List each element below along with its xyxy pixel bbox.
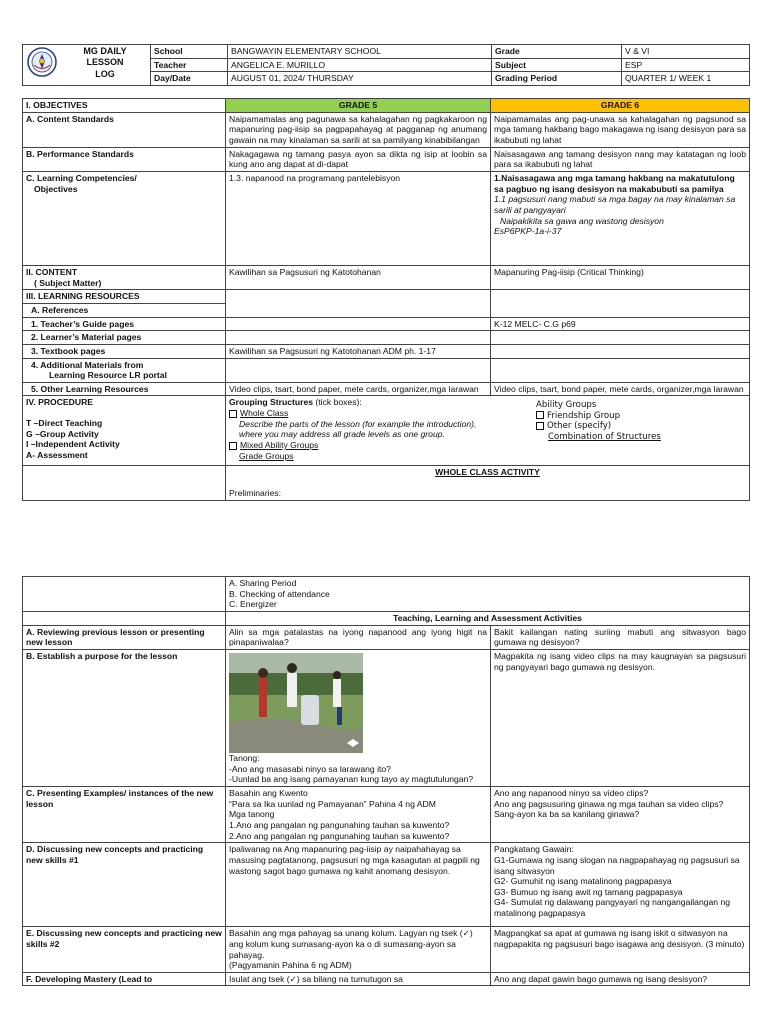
friendship-label: Friendship Group [547,410,621,421]
step-c-g5-line4: 1.Ano ang pangalan ng pangunahing tauhan sa kuwento? [229,819,450,830]
additional-materials-g5 [226,358,491,382]
legend-i: I –Independent Activity [26,439,120,450]
lm-pages-label: 2. Learner’s Material pages [23,331,226,345]
competency-g6-sub: 1.1 pagsusuri nang mabuti sa mga bagay na may kinalaman sa sarili at pangyayari [494,194,736,215]
step-d-g6-line2: G1-Gumawa ng isang slogan na nagpapahayag ng pagsusuri sa isang sitwasyon [494,854,740,876]
prelim-items-cell [226,577,750,612]
grouping-structures-cell [226,396,750,466]
teacher-value: ANGELICA E. MURILLO [228,58,492,72]
step-b-g5-line2: -Ano ang masasabi ninyo sa larawang ito? [229,763,391,774]
grouping-structures-title [229,397,746,411]
objectives-table [22,98,750,501]
checkbox-icon[interactable] [536,422,544,430]
combination-label: Combination of Structures [548,431,661,442]
content-standards-g6: Naipamamalas ang pag-unawa sa kahalagahan ng pagsunod sa mga tamang hakbang bago makagawa ng isang desisyon para sa ikabubuti ng lahat [491,112,750,147]
log-title [75,46,135,80]
content-label-line1: II. CONTENT [26,266,78,277]
additional-materials-label [23,358,226,382]
step-c-g5-line5: 2.Ano ang pangalan ng pangunahing tauhan sa kuwento? [229,830,450,841]
other-resources-g5: Video clips, tsart, bond paper, mete cards, organizer,mga larawan [226,382,491,396]
content-standards-label: A. Content Standards [23,112,226,147]
step-d-g6-line3: G2- Gumuhit ng isang matalinong pagpapasya [494,876,672,887]
competencies-label [23,171,226,265]
step-d-label: D. Discussing new concepts and practicing new skills #1 [23,843,226,927]
other-resources-g6: Video clips, tsart, bond paper, mete cards, organizer,mga larawan [491,382,750,396]
step-d-g6-line1: Pangkatang Gawain: [494,844,574,855]
mixed-ability-label: Mixed Ability Groups [240,440,319,451]
checkbox-icon[interactable] [536,411,544,419]
performance-standards-g6: Naisasagawa ang tamang desisyon nang may katatagan ng loob para sa ikabubuti ng lahat [491,147,750,171]
prelim-sharing: A. Sharing Period [229,578,297,588]
content-label-line2: ( Subject Matter) [34,277,102,288]
step-e-g6: Magpangkat sa apat at gumawa ng isang iskit o sitwasyon na nagpapakita ng pagsusuri bago isagawa ang desisyon. (3 minuto) [491,927,750,973]
subject-label: Subject [492,58,622,72]
lm-pages-g5 [226,331,491,345]
procedure-label [23,396,226,466]
teacher-label: Teacher [151,58,228,72]
resources-heading: III. LEARNING RESOURCES [23,290,226,304]
grade-label: Grade [492,45,622,59]
step-d-g6 [491,843,750,927]
textbook-pages-g6 [491,344,750,358]
period-label: Grading Period [492,72,622,86]
title-line-1: MG DAILY [83,46,127,56]
community-cleanup-photo [229,653,363,753]
step-c-g6-line3: Sang-ayon ka ba sa kanilang ginawa? [494,809,640,820]
whole-class-desc-1: Describe the parts of the lesson (for example the introduction), [239,418,477,429]
procedure-heading: IV. PROCEDURE [26,397,94,408]
photo-image [229,653,363,753]
checkbox-icon[interactable] [229,442,237,450]
step-b-g5 [226,649,491,786]
tg-pages-g6: K-12 MELC- C.G p69 [491,317,750,331]
title-line-2: LESSON [86,57,124,68]
date-value: AUGUST 01, 2024/ THURSDAY [228,72,492,86]
preliminaries-label: Preliminaries: [229,488,282,499]
tla-heading: Teaching, Learning and Assessment Activities [226,611,750,625]
friendship-option[interactable] [536,411,661,421]
tla-label-blank [23,611,226,625]
grade5-header: GRADE 5 [226,98,491,112]
prelim-energizer: C. Energizer [229,599,277,610]
step-f-label: F. Developing Mastery (Lead to [23,972,226,986]
other-specify-label: Other (specify) [547,421,612,432]
whole-class-option[interactable] [229,408,746,419]
step-c-g6 [491,786,750,842]
step-c-g5-line1: Basahin ang Kwento [229,787,308,798]
school-label: School [151,45,228,59]
subject-value: ESP [622,58,750,72]
competencies-g6 [491,171,750,265]
prelim-label-blank [23,577,226,612]
competencies-label-line1: C. Learning Competencies/ [26,172,137,183]
additional-materials-g6 [491,358,750,382]
legend-t: T –Direct Teaching [26,418,103,429]
grade-groups-label: Grade Groups [239,450,294,461]
grade-value: V & VI [622,45,750,59]
activities-table [22,576,750,986]
whole-class-desc-2: where you may address all grade levels as one group. [239,429,445,440]
performance-standards-g5: Nakagagawa ng tamang pasya ayon sa dikta ng isip at loobin sa kung ano ang dapat at di-dapat [226,147,491,171]
mixed-ability-option[interactable] [229,440,746,451]
whole-class-label: Whole Class [240,408,289,419]
grouping-title-bold: Grouping Structures [229,397,314,408]
resources-g5-blank [226,290,491,317]
step-e-g5 [226,927,491,973]
checkbox-icon[interactable] [229,410,237,418]
step-a-label: A. Reviewing previous lesson or presenting new lesson [23,625,226,649]
logo-title-cell [23,45,151,86]
step-e-g5-line1: Basahin ang mga pahayag sa unang kolum. Lagyan ng tsek (✓) ang kolum kung sumasang-ayon ka o di sumasang-ayon sa pahayag. [229,928,473,960]
resources-g6-blank [491,290,750,317]
content-label [23,265,226,289]
content-g5: Kawilihan sa Pagsusuri ng Katotohanan [226,265,491,289]
ability-groups-label: Ability Groups [536,400,597,411]
step-b-label: B. Establish a purpose for the lesson [23,649,226,786]
competencies-g5: 1.3. napanood na programang pantelebisyon [226,171,491,265]
other-option[interactable] [536,421,661,431]
additional-materials-line2: Learning Resource LR portal [49,370,167,381]
objectives-heading: I. OBJECTIVES [23,98,226,112]
step-e-g5-line2: (Pagyamanin Pahina 6 ng ADM) [229,960,352,971]
other-resources-label: 5. Other Learning Resources [23,382,226,396]
whole-class-activity-title: WHOLE CLASS ACTIVITY [435,467,540,478]
step-f-g5: Isulat ang tsek (✓) sa bilang na tumutugon sa [226,972,491,986]
step-d-g6-line4: G3- Bumuo ng isang awit ng tamang pagpapasya [494,886,683,897]
references-label: A. References [23,303,226,317]
school-value: BANGWAYIN ELEMENTARY SCHOOL [228,45,492,59]
lm-pages-g6 [491,331,750,345]
content-standards-g5: Naipamamalas ang pagunawa sa kahalagahan ng pagkakaroon ng mapanuring pag-iisip sa pagpapahayag at pagganap ng anumang gawain na may kinalaman sa sarili at sa pamilyang kinabibilangan [226,112,491,147]
prelim-attendance: B. Checking of attendance [229,588,330,599]
performance-standards-label: B. Performance Standards [23,147,226,171]
step-b-g5-line3: -Uunlad ba ang isang pamayanan kung tayo ay magtutulungan? [229,774,474,785]
title-line-3: LOG [95,68,115,79]
tg-pages-g5 [226,317,491,331]
whole-activity-cell [226,466,750,500]
step-f-g6: Ano ang dapat gawin bago gumawa ng isang desisyon? [491,972,750,986]
competency-g6-sub2: Naipakikita sa gawa ang wastong desisyon [500,215,664,226]
legend-g: G –Group Activity [26,428,99,439]
period-value: QUARTER 1/ WEEK 1 [622,72,750,86]
lesson-log-page-2 [22,576,749,986]
step-d-g6-line5: G4- Sumulat ng dalawang pangyayari ng nangangailangan ng matalinong pagpapasya [494,897,731,919]
step-a-g6: Bakit kailangan nating suriing mabuti ang sitwasyon bago gumawa ng desisyon? [491,625,750,649]
step-b-g5-line1: Tanong: [229,752,260,763]
step-c-g6-line2: Ano ang pagsusuring ginawa ng mga tauhan sa video clips? [494,798,724,809]
step-c-label: C. Presenting Examples/ instances of the new lesson [23,786,226,842]
tg-pages-label: 1. Teacher’s Guide pages [23,317,226,331]
grouping-title-rest: (tick boxes): [313,397,362,408]
date-label: Day/Date [151,72,228,86]
step-b-g6: Magpakita ng isang video clips na may kaugnayan sa pagsusuri ng pangyayari bago gumawa ng desisyon. [491,649,750,786]
step-c-g5-line3: Mga tanong [229,809,275,820]
textbook-pages-label: 3. Textbook pages [23,344,226,358]
textbook-pages-g5: Kawilihan sa Pagsusuri ng Katotohanan ADM ph. 1-17 [226,344,491,358]
whole-activity-label-blank [23,466,226,500]
step-e-label: E. Discussing new concepts and practicing new skills #2 [23,927,226,973]
step-c-g5-line2: “Para sa Ika uunlad ng Pamayanan” Pahina 4 ng ADM [229,798,436,809]
competency-g6-code: EsP6PKP-1a-i-37 [494,226,562,237]
step-d-g5: Ipaliwanag na Ang mapanuring pag-iisip ay naipahahayag sa masusing pagtatanong, pagsusuri ng mga kasagutan at pagpili ng wastong sagot bago gumawa ng kahit anomang desisyon. [226,843,491,927]
competency-g6-main: 1.Naisasagawa ang mga tamang hakbang na makatutulong sa pagbuo ng isang desisyon na makabubuti sa pamilya [494,172,735,194]
content-g6: Mapanuring Pag-iisip (Critical Thinking) [491,265,750,289]
legend-a: A- Assessment [26,450,88,461]
additional-materials-line1: 4. Additional Materials from [31,359,144,370]
step-a-g5: Alin sa mga patalastas na iyong napanood ang iyong higit na pinapaniwalaa? [226,625,491,649]
grouping-options-right [536,400,661,442]
grade6-header: GRADE 6 [491,98,750,112]
deped-seal-icon [27,47,57,77]
step-c-g6-line1: Ano ang napanood ninyo sa video clips? [494,787,649,798]
step-c-g5 [226,786,491,842]
header-table [22,44,750,86]
competencies-label-line2: Objectives [34,183,78,194]
lesson-log-page-1 [22,44,749,501]
